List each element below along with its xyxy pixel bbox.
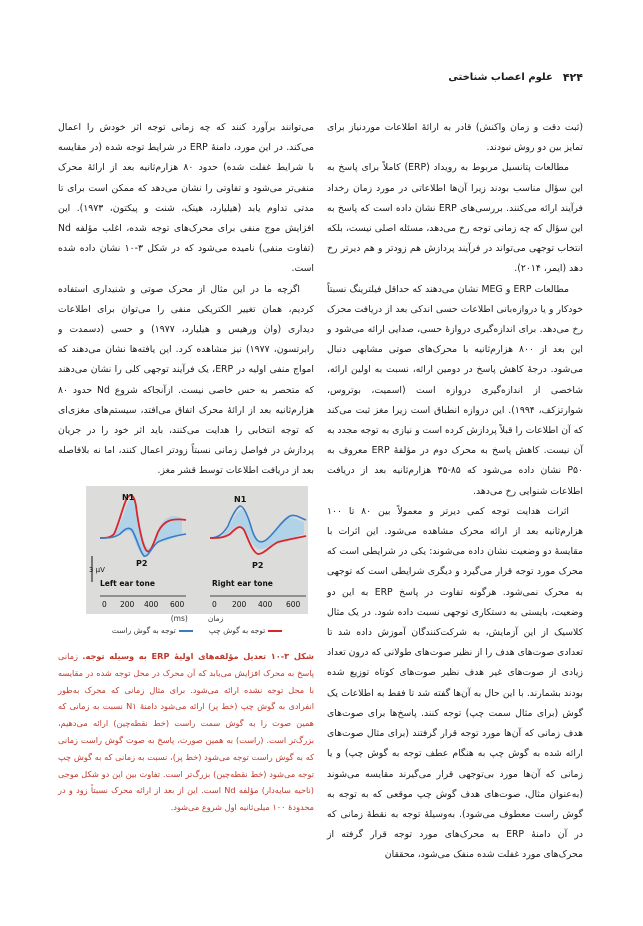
scale-label: 3 μV (89, 566, 105, 574)
figure-legend-area (86, 612, 308, 635)
legend-swatch (179, 630, 193, 632)
caption-body: زمانی پاسخ به محرک افزایش می‌یابد که آن محرک در محل توجه شده در مقایسه با محل توجه نشده ارائه می‌شود. برای مثال زمانی که محرک به‌طور انفرادی به گوش چپ (خط پر) ارائه می‌شود دامنهٔ N۱ نسبت به زمانی که همین صوت را به گوش سمت راست (خط نقطه‌چین) ارائه می‌دهیم، بزرگ‌تر است. (راست) به همین صورت، پاسخ به صوت گوش راست زمانی که به گوش راست توجه می‌شود (خط پر)، نسبت به زمانی که به گوش چپ توجه می‌شود (خط نقطه‌چین) بزرگ‌تر است. تفاوت بین این دو شکل موجی (ناحیه سایه‌دار) مؤلفه Nd است. این از بعد از ارائه محرک نسبتاً زود و در محدودهٔ ۱۰۰ میلی‌ثانیه اول شروع می‌شود. (58, 651, 314, 813)
tick-label: 600 (170, 600, 185, 609)
legend-swatch (268, 630, 282, 632)
tick-label: 600 (286, 600, 301, 609)
paragraph: اثرات هدایت توجه کمی دیرتر و معمولاً بین ۸۰ تا ۱۰۰ هزارم‌ثانیه بعد از ارائه محرک مشاهده می‌شود. این اثرات با مقایسهٔ دو وضعیت نشان داده می‌شوند: یکی در شرایطی است که محرک مورد توجه قرار می‌گیرد و دیگری شرایطی است که توجهی به محرک نمی‌شود. هرگونه تفاوت در پاسخ ERP به این دو وضعیت، بایستی به دستکاری توجهی نسبت داده شود. در یک مثال کلاسیک از این آزمایش، به شرکت‌کنندگان آموزش داده شد تا تعدادی صوت‌های هدف را از نظیر صوت‌های طولانی که درون تعداد زیادی از صوت‌های غیر هدف نظیر صوت‌های کوتاه توزیع شده بودند بشمارند. با این حال به آن‌ها گفته شد تا فقط به اطلاعات یک گوش (برای مثال سمت چپ) توجه کنند. پاسخ‌ها برای صوت‌های هدف زمانی که آن‌ها مورد توجه قرار گرفتند (برای مثال صوت‌های ارائه شده به گوش چپ به هنگام عطف توجه به گوش چپ) و یا زمانی که آن‌ها مورد بی‌توجهی قرار می‌گیرند مقایسه می‌شوند (به‌عنوان مثال، صوت‌های هدف گوش چپ موقعی که به توجه به گوش راست معطوف می‌شود). به‌وسیلهٔ توجه به نقطهٔ زمانی که در آن دامنهٔ ERP به محرک‌های مورد توجه قرار گرفته از محرک‌های مورد غفلت شده منفک می‌شود، محققان (326, 505, 583, 861)
book-title: علوم اعصاب شناختی (448, 71, 553, 83)
legend-item (112, 626, 193, 635)
panel-label: Right ear tone (212, 579, 273, 588)
page-header (58, 66, 583, 88)
left-column (58, 118, 314, 490)
paragraph: مطالعات ERP و MEG نشان می‌دهند که حداقل فیلترینگ نسبتاً خودکار و یا دروازه‌بانی اطلاعات حسی اندکی بعد از دریافت محرک رخ می‌دهد. برای اندازه‌گیری دروازهٔ حسی، صدایی ارائه می‌شود و این بعد از ۸۰۰ هزارم‌ثانیه با محرک‌های صوتی مشابهی دنبال می‌شود. درجهٔ کاهش پاسخ در دومین ارائه، نسبت به اولین ارائه، شاخصی از اندازه‌گیری دروازه است (اسمیت، بوتروس، شوارتزکف، ۱۹۹۴). این دروازه انطباق است زیرا مغز ثبت می‌کند که آن اطلاعات را قبلاً پردازش کرده است و نیازی به توجه مجدد به آن نیست. کاهش پاسخ به محرک دوم در مؤلفهٔ ERP معروف به P۵۰ نشان داده می‌شود که ۸۵-۳۵ هزارم‌ثانیه بعد از دریافت اطلاعات شنوایی رخ می‌دهد. (327, 283, 584, 497)
left-panel (100, 493, 186, 588)
tick-label: 400 (144, 600, 159, 609)
time-unit: (ms) (170, 614, 188, 623)
n1-label: N1 (122, 493, 135, 502)
legend-label: توجه به گوش راست (111, 626, 176, 635)
figure-caption (58, 648, 314, 816)
paragraph: اگرچه ما در این مثال از محرک صوتی و شنیداری استفاده کردیم، همان تغییر الکتریکی منفی را می‌توان برای اطلاعات دیداری (وان ورهیس و هیلیارد، ۱۹۷۷) و حسی (دسمدت و رابرتسون، ۱۹۷۷) نیز مشاهده کرد. این یافته‌ها نشان می‌دهند که امواج منفی اولیه در ERP، یک فرآیند توجهی کلی را نشان می‌دهند که متحصر به حس خاصی نیست. ازآنجاکه شروع Nd حدود ۸۰ هزارم‌ثانیه بعد از ارائهٔ محرک اتفاق می‌افتد، سیستم‌های مغزی‌ای که توجه انتخابی را هدایت می‌کنند، باید اثر خود را در جریان پردازش در فواصل زمانی نسبتاً زودتر اعمال کنند، اما نه بلافاصله بعد از دریافت اطلاعات توسط قشر مغز. (58, 283, 314, 477)
paragraph: مطالعات پتانسیل مربوط به رویداد (ERP) کاملاً برای پاسخ به این سؤال مناسب بودند زیرا آن‌ها اطلاعاتی در مورد زمان رخداد فرآیند ارائه می‌کنند. بررسی‌های ERP نشان داده است که پاسخ به این سؤال که چه زمانی توجه رخ می‌دهد، مسئله اصلی نیست، بلکه انتخاب توجهی می‌تواند در فرآیند پردازش هم زودتر و هم دیرتر رخ دهد (ایمر، ۲۰۱۴). (327, 162, 584, 275)
legend-label: توجه به گوش چپ (208, 626, 266, 635)
tick-label: 0 (102, 600, 107, 609)
erp-waveform-plot (86, 486, 308, 614)
tick-labels (102, 600, 301, 609)
right-column (327, 118, 583, 866)
tick-label: 0 (212, 600, 217, 609)
time-axis-label: زمان (207, 614, 224, 623)
shaded-difference-area (110, 499, 182, 556)
paragraph: می‌توانند برآورد کنند که چه زمانی توجه اثر خودش را اعمال می‌کند. در این مورد، دامنهٔ ERP در شرایط توجه شده (در مقایسه با شرایط غفلت شده) حدود ۸۰ هزارم‌ثانیه بعد از ارائهٔ محرک منفی‌تر می‌شود و تفاوتی را نشان می‌دهد که ممکن است برای تا مدتی تداوم یابد (هیلیارد، هینک، شنت و پیکتون، ۱۹۷۳). این افزایش موج منفی برای محرک‌های توجه شده، اغلب مؤلفه Nd (تفاوت منفی) نامیده می‌شود که در شکل ۳-۱۰ نشان داده شده است. (58, 122, 314, 275)
tick-label: 400 (258, 600, 273, 609)
paragraph: (ثبت دقت و زمان واکنش) قادر به ارائهٔ اطلاعات موردنیاز برای تمایز بین دو روش نبودند. (327, 122, 583, 154)
legend-item (209, 626, 282, 635)
caption-title: شکل ۳-۱۰ تعدیل مؤلفه‌های اولیهٔ ERP به وسیله توجه. (82, 651, 314, 661)
p2-label: P2 (252, 561, 264, 570)
panel-label: Left ear tone (100, 579, 155, 588)
right-panel (210, 495, 306, 588)
tick-label: 200 (232, 600, 247, 609)
p2-label: P2 (136, 559, 148, 568)
erp-figure (86, 486, 308, 614)
page-number: ۴۲۴ (562, 70, 583, 84)
tick-label: 200 (120, 600, 135, 609)
n1-label: N1 (234, 495, 247, 504)
figure-legend (86, 626, 308, 635)
